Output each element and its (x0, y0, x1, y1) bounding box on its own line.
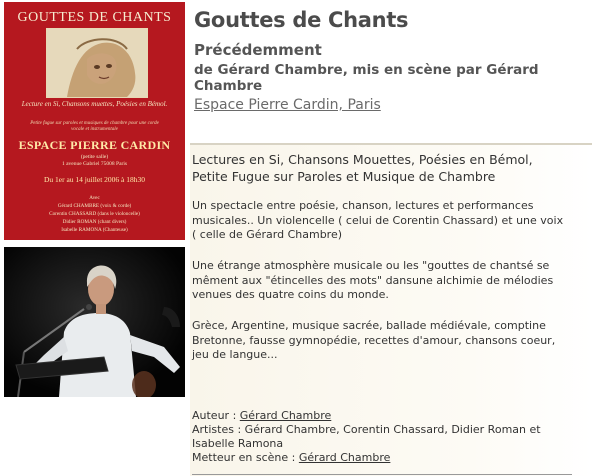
artists-value: Gérard Chambre, Corentin Chassard, Didier Roman et Isabelle Ramona (192, 423, 541, 450)
author-row (192, 409, 562, 423)
description-paragraph: Un spectacle entre poésie, chanson, lectures et performances musicales.. Un violencelle ( celui de Corentin Chassard) et une voix ( celle de Gérard Chambre) (192, 199, 564, 241)
description-paragraph: Grèce, Argentine, musique sacrée, ballade médiévale, comptine Bretonne, fausse gymnopédie, recettes d'amour, chansons coeur, jeu de langue... (192, 319, 556, 361)
poster-credits-head: Avec (89, 195, 100, 201)
description-panel (190, 143, 592, 476)
poster-venue-room: (petite salle) (80, 154, 109, 160)
poster-venue-street: 1 avenue Gabriel 75008 Paris (61, 161, 128, 167)
description-title: Lectures en Si, Chansons Mouettes, Poésies en Bémol, Petite Fugue sur Paroles et Musique de Chambre (192, 152, 533, 184)
poster-subtitle: Lecture en Si, Chansons muettes, Poésies en Bémol. (21, 100, 168, 108)
artists-row (192, 423, 562, 451)
show-status: Précédemment (194, 41, 322, 59)
artists-label: Artistes : (192, 423, 242, 436)
poster-venue: ESPACE PIERRE CARDIN (18, 138, 171, 152)
divider (192, 474, 572, 475)
author-label: Auteur : (192, 409, 237, 422)
poster-credit-line: Corentin CHASSARD (dans le violoncelle) (49, 211, 140, 217)
poster-credit-line: Gérard CHAMBRE (voix & corde) (57, 203, 132, 209)
description-paragraph: Une étrange atmosphère musicale ou les "gouttes de chantsé se mêment aux "étincelles des mots" dansune alchimie de mélodies venues des quatre coins du monde. (192, 259, 554, 301)
author-link[interactable]: Gérard Chambre (239, 409, 332, 422)
poster-credit-line: Didier ROMAN (chant divers) (62, 219, 127, 225)
poster-venue-address (4, 154, 185, 168)
poster-dates: Du 1er au 14 juillet 2006 à 18h30 (43, 175, 146, 184)
poster-small-text: Petite fugue sur paroles et musiques de chambre pour une corde vocale et instrumentale (30, 121, 159, 132)
director-link[interactable]: Gérard Chambre (298, 451, 391, 464)
poster-artwork (46, 28, 148, 98)
show-byline: de Gérard Chambre, mis en scène par Gérard Chambre (194, 62, 539, 94)
poster-credit-line: Isabelle RAMONA (Chanteuse) (61, 227, 128, 233)
performance-photo (4, 247, 185, 397)
venue-link[interactable]: Espace Pierre Cardin, Paris (194, 97, 381, 113)
credits-block (192, 409, 562, 465)
director-label: Metteur en scène : (192, 451, 296, 464)
director-row (192, 451, 562, 465)
poster-title: GOUTTES DE CHANTS (17, 10, 172, 25)
show-title: Gouttes de Chants (194, 8, 409, 32)
poster-credits (14, 194, 175, 234)
show-poster (4, 2, 185, 240)
